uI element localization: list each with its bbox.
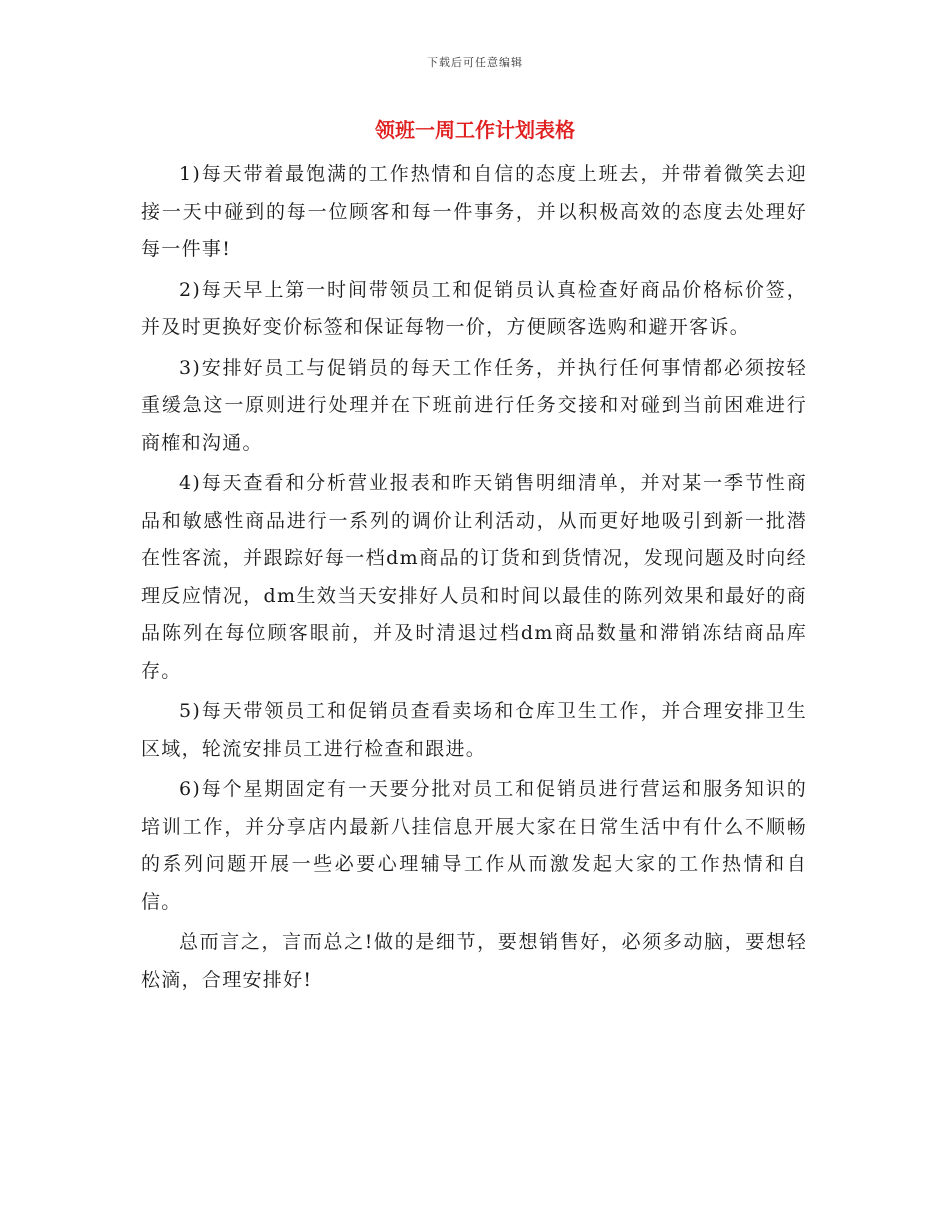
paragraph-3: 3)安排好员工与促销员的每天工作任务，并执行任何事情都必须按轻重缓急这一原则进行处理并在下班前进行任务交接和对碰到当前困难进行商榷和沟通。 xyxy=(141,356,807,454)
paragraph-6: 6)每个星期固定有一天要分批对员工和促销员进行营运和服务知识的培训工作，并分享店内最新八挂信息开展大家在日常生活中有什么不顺畅的系列问题开展一些必要心理辅导工作从而激发起大家的工作热情和自信。 xyxy=(141,778,807,913)
paragraph-4: 4)每天查看和分析营业报表和昨天销售明细清单，并对某一季节性商品和敏感性商品进行一系列的调价让利活动，从而更好地吸引到新一批潜在性客流，并跟踪好每一档dm商品的订货和到货情况，发现问题及时向经理反应情况，dm生效当天安排好人员和时间以最佳的陈列效果和最好的商品陈列在每位顾客眼前，并及时清退过档dm商品数量和滞销冻结商品库存。 xyxy=(141,472,807,682)
paragraph-5: 5)每天带领员工和促销员查看卖场和仓库卫生工作，并合理安排卫生区域，轮流安排员工进行检查和跟进。 xyxy=(141,700,807,760)
document-body xyxy=(141,156,807,1002)
document-title: 领班一周工作计划表格 xyxy=(375,118,575,142)
paragraph-summary: 总而言之，言而总之!做的是细节，要想销售好，必须多动脑，要想轻松滴，合理安排好! xyxy=(141,931,807,991)
paragraph-1: 1)每天带着最饱满的工作热情和自信的态度上班去，并带着微笑去迎接一天中碰到的每一位顾客和每一件事务，并以积极高效的态度去处理好每一件事! xyxy=(141,163,807,260)
paragraph-2: 2)每天早上第一时间带领员工和促销员认真检查好商品价格标价签，并及时更换好变价标签和保证每物一价，方便顾客选购和避开客诉。 xyxy=(141,278,807,338)
download-note: 下载后可任意编辑 xyxy=(427,56,523,69)
